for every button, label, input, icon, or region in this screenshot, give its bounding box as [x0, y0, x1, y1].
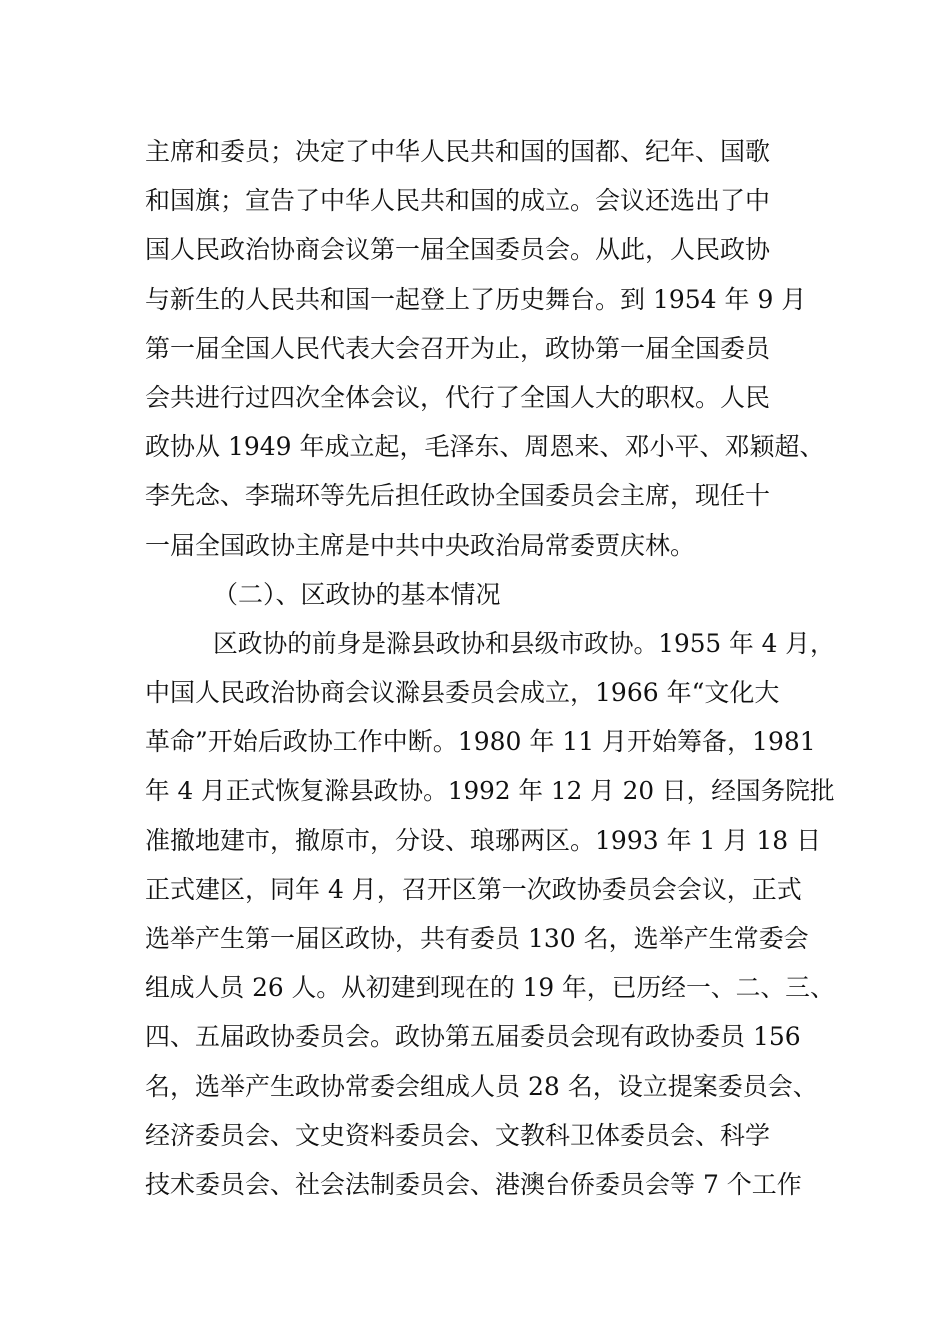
- text-line: 一届全国政协主席是中共中央政治局常委贾庆林。: [145, 530, 696, 560]
- text-line: 会共进行过四次全体会议，代行了全国人大的职权。人民: [145, 382, 771, 412]
- section-heading: （二）、区政协的基本情况: [213, 579, 501, 609]
- text-line: 年 4 月正式恢复滁县政协。1992 年 12 月 20 日，经国务院批: [145, 776, 835, 806]
- paragraph-first-line: 区政协的前身是滁县政协和县级市政协。1955 年 4 月，: [213, 628, 835, 658]
- text-line: 四、五届政协委员会。政协第五届委员会现有政协委员 156: [145, 1022, 801, 1052]
- text-line: 李先念、李瑞环等先后担任政协全国委员会主席，现任十: [145, 481, 771, 511]
- text-line: 正式建区，同年 4 月，召开区第一次政协委员会会议，正式: [145, 874, 802, 904]
- text-line: 名，选举产生政协常委会组成人员 28 名，设立提案委员会、: [145, 1071, 818, 1101]
- text-line: 经济委员会、文史资料委员会、文教科卫体委员会、科学: [145, 1120, 771, 1150]
- text-line: 组成人员 26 人。从初建到现在的 19 年，已历经一、二、三、: [145, 973, 835, 1003]
- text-line: 中国人民政治协商会议滁县委员会成立，1966 年“文化大: [145, 678, 780, 708]
- text-line: 革命”开始后政协工作中断。1980 年 11 月开始筹备，1981: [145, 727, 816, 757]
- text-line: 第一届全国人民代表大会召开为止，政协第一届全国委员: [145, 333, 771, 363]
- text-line: 技术委员会、社会法制委员会、港澳台侨委员会等 7 个工作: [145, 1169, 802, 1199]
- text-line: 和国旗；宣告了中华人民共和国的成立。会议还选出了中: [145, 186, 771, 216]
- text-line: 准撤地建市，撤原市，分设、琅琊两区。1993 年 1 月 18 日: [145, 825, 822, 855]
- text-line: 与新生的人民共和国一起登上了历史舞台。到 1954 年 9 月: [145, 284, 807, 314]
- text-line: 国人民政治协商会议第一届全国委员会。从此，人民政协: [145, 235, 771, 265]
- text-line: 选举产生第一届区政协，共有委员 130 名，选举产生常委会: [145, 924, 809, 953]
- body-text: [145, 127, 835, 1209]
- text-line: 主席和委员；决定了中华人民共和国的国都、纪年、国歌: [145, 137, 771, 166]
- text-line: 政协从 1949 年成立起，毛泽东、周恩来、邓小平、邓颖超、: [145, 432, 825, 462]
